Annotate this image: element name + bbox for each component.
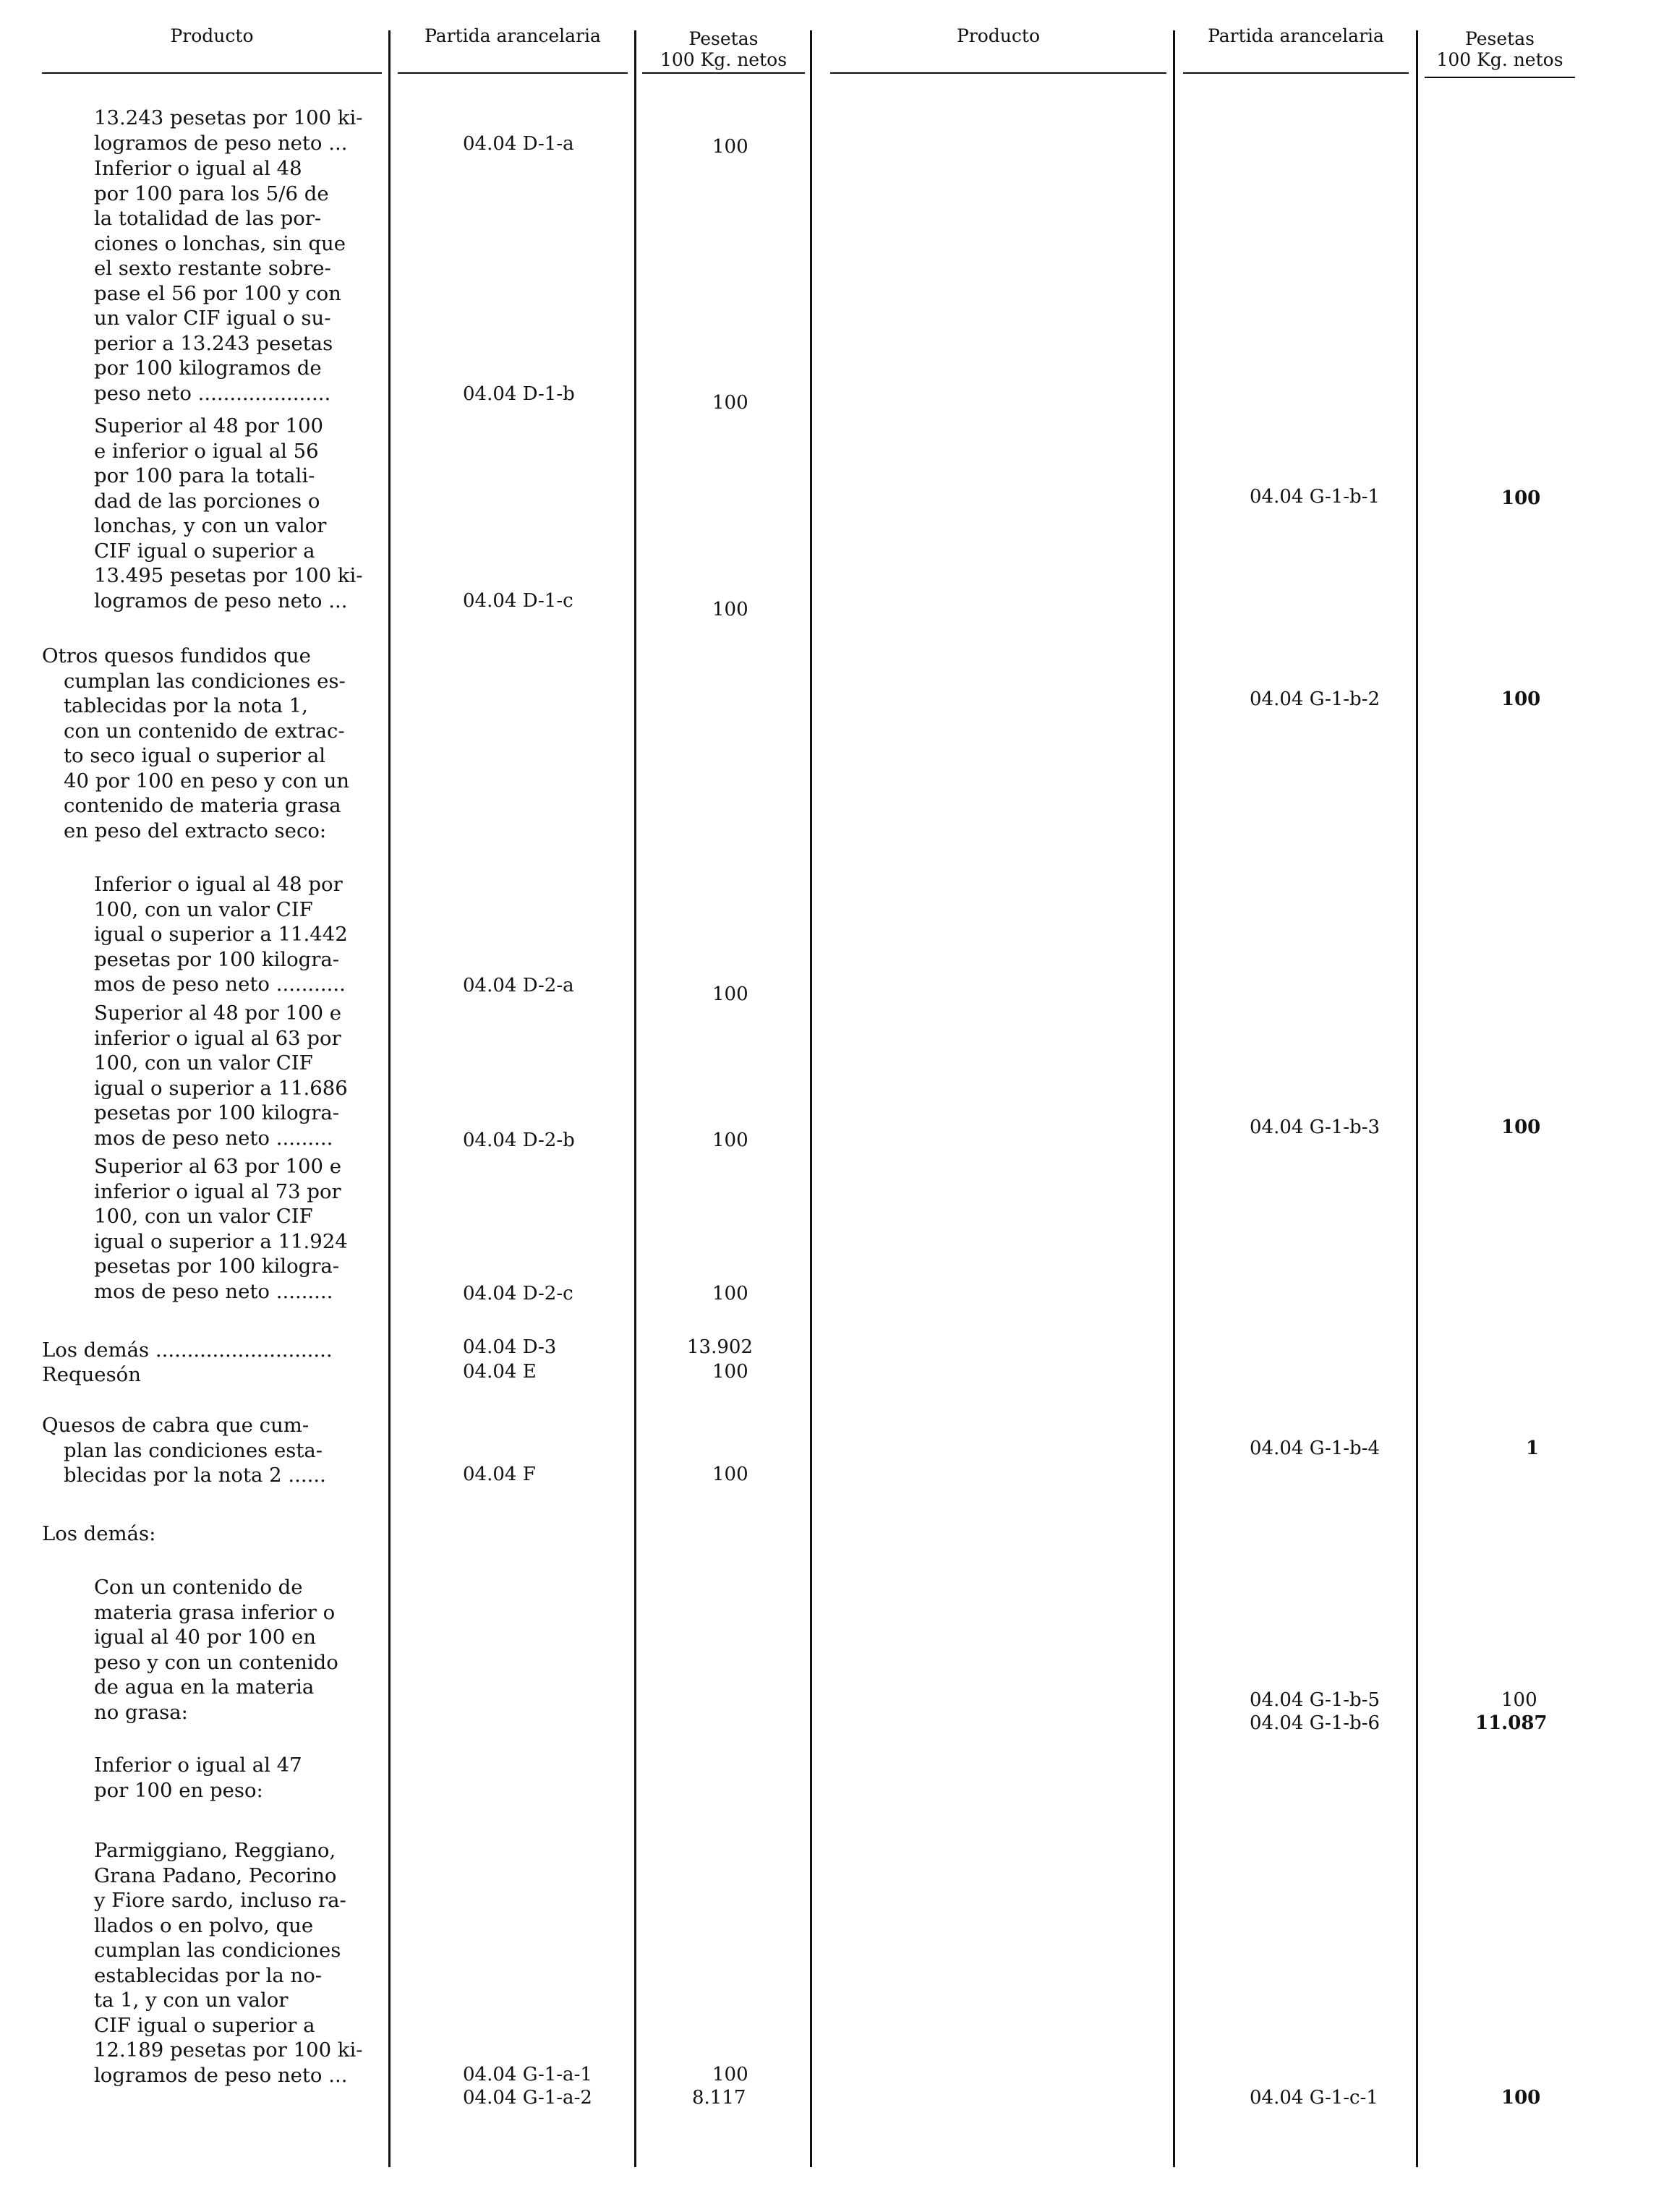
text-line: to seco igual o superior al — [64, 744, 326, 767]
text-line: materia grasa inferior o — [94, 1600, 336, 1624]
text-line: plan las condiciones esta- — [64, 1438, 323, 1462]
text-line: por 100 kilogramos de — [94, 356, 322, 380]
tariff-code: 04.04 D-1-c — [463, 590, 573, 612]
tariff-code: 04.04 G-1-c-1 — [1250, 2087, 1378, 2109]
product-text: Los demás: — [42, 1522, 156, 1545]
text-line: tablecidas por la nota 1, — [64, 694, 308, 717]
text-line: Parmiggiano, Reggiano, — [94, 1839, 336, 1862]
price-value: 100 — [712, 392, 748, 414]
text-line: igual o superior a 11.442 — [94, 923, 348, 946]
column-header-partida: Partida arancelaria — [424, 25, 601, 46]
tariff-code: 04.04 D-2-a — [463, 975, 574, 996]
price-value: 8.117 — [692, 2087, 746, 2109]
product-text — [94, 1838, 363, 2088]
text-line: Superior al 48 por 100 — [94, 414, 324, 437]
product-text — [94, 1001, 348, 1150]
text-line: Grana Padano, Pecorino — [94, 1863, 337, 1887]
text-line: pesetas por 100 kilogra- — [94, 1101, 340, 1124]
product-text — [94, 872, 348, 997]
text-line: y Fiore sardo, incluso ra- — [94, 1889, 346, 1912]
text-line: Inferior o igual al 48 por — [94, 873, 343, 896]
text-line: Superior al 48 por 100 e — [94, 1002, 342, 1025]
header-rule — [642, 72, 805, 74]
text-line: e inferior o igual al 56 — [94, 439, 319, 463]
text-line: Inferior o igual al 47 — [94, 1754, 302, 1777]
price-value: 100 — [712, 136, 748, 158]
column-header-pesetas: Pesetas 100 Kg. netos — [1436, 28, 1563, 70]
price-value: 100 — [712, 2064, 748, 2085]
tariff-code: 04.04 F — [463, 1464, 536, 1485]
text-line: 12.189 pesetas por 100 ki- — [94, 2038, 363, 2062]
text-line: CIF igual o superior a — [94, 539, 315, 563]
text-line: igual al 40 por 100 en — [94, 1626, 316, 1649]
tariff-code: 04.04 G-1-b-4 — [1250, 1438, 1381, 1459]
text-line: peso y con un contenido — [94, 1650, 338, 1674]
tariff-code: 04.04 G-1-a-2 — [463, 2087, 592, 2109]
price-value: 100 — [712, 983, 748, 1005]
text-line: Con un contenido de — [94, 1576, 303, 1599]
text-line: peso neto ..................... — [94, 381, 331, 405]
tariff-code: 04.04 D-3 — [463, 1336, 557, 1358]
text-line: contenido de materia grasa — [64, 794, 341, 817]
text-line: igual o superior a 11.686 — [94, 1076, 348, 1100]
price-value: 100 — [712, 1464, 748, 1485]
header-rule — [1183, 72, 1409, 74]
product-text — [94, 156, 346, 406]
header-rule — [830, 72, 1166, 74]
tariff-code: 04.04 D-1-a — [463, 133, 574, 155]
text-line: con un contenido de extrac- — [64, 719, 345, 743]
text-line: perior a 13.243 pesetas — [94, 331, 333, 355]
price-value: 13.902 — [687, 1336, 753, 1358]
text-line: blecidas por la nota 2 ...... — [64, 1464, 326, 1487]
text-line: no grasa: — [94, 1700, 188, 1724]
text-line: Superior al 63 por 100 e — [94, 1155, 342, 1178]
header-rule — [42, 72, 382, 74]
product-text — [94, 1575, 338, 1725]
text-line: dad de las porciones o — [94, 489, 320, 513]
text-line: en peso del extracto seco: — [64, 819, 327, 842]
column-rule — [1173, 30, 1175, 2167]
text-line: 13.495 pesetas por 100 ki- — [94, 564, 363, 587]
price-value: 100 — [1501, 487, 1541, 509]
product-text — [42, 1413, 326, 1488]
price-value: 100 — [712, 1283, 748, 1304]
product-text — [94, 106, 363, 155]
text-line: ta 1, y con un valor — [94, 1989, 289, 2012]
header-rule — [1425, 77, 1575, 78]
price-value: 100 — [712, 1361, 748, 1383]
text-line: logramos de peso neto ... — [94, 589, 348, 612]
text-line: logramos de peso neto ... — [94, 2063, 348, 2087]
text-line: inferior o igual al 63 por — [94, 1026, 341, 1050]
text-line: por 100 para la totali- — [94, 464, 315, 487]
text-line: mos de peso neto ......... — [94, 1126, 333, 1150]
text-line: 100, con un valor CIF — [94, 897, 313, 921]
tariff-code: 04.04 E — [463, 1361, 537, 1383]
price-value: 100 — [1501, 1116, 1541, 1138]
text-line: Quesos de cabra que cum- — [42, 1414, 310, 1437]
tariff-code: 04.04 D-2-b — [463, 1130, 575, 1151]
text-line: pesetas por 100 kilogra- — [94, 947, 340, 971]
text-line: cumplan las condiciones es- — [64, 669, 346, 693]
text-line: 100, con un valor CIF — [94, 1051, 313, 1075]
tariff-code: 04.04 D-1-b — [463, 383, 575, 405]
tariff-code: 04.04 G-1-b-1 — [1250, 486, 1381, 508]
column-header-producto: Producto — [170, 25, 254, 46]
price-value: 11.087 — [1475, 1712, 1548, 1734]
text-line: pesetas por 100 kilogra- — [94, 1255, 340, 1278]
text-line: establecidas por la no- — [94, 1963, 323, 1987]
product-text — [94, 414, 363, 613]
product-text — [94, 1154, 348, 1304]
column-rule — [388, 30, 391, 2167]
column-rule — [810, 30, 812, 2167]
text-line: 40 por 100 en peso y con un — [64, 769, 350, 793]
product-text — [94, 1753, 302, 1803]
price-value: 100 — [1501, 2087, 1541, 2109]
text-line: la totalidad de las por- — [94, 207, 322, 230]
tariff-code: 04.04 G-1-b-3 — [1250, 1116, 1381, 1138]
tariff-code: 04.04 D-2-c — [463, 1283, 573, 1304]
text-line: por 100 en peso: — [94, 1778, 263, 1802]
price-value: 100 — [712, 599, 748, 620]
text-line: CIF igual o superior a — [94, 2013, 315, 2037]
price-value: 100 — [1501, 1689, 1537, 1711]
text-line: mos de peso neto ........... — [94, 973, 346, 996]
tariff-code: 04.04 G-1-b-2 — [1250, 688, 1381, 710]
column-header-producto: Producto — [956, 25, 1041, 46]
text-line: el sexto restante sobre- — [94, 257, 331, 280]
column-rule — [1416, 30, 1418, 2167]
text-line: logramos de peso neto ... — [94, 131, 348, 155]
tariff-code: 04.04 G-1-a-1 — [463, 2064, 592, 2085]
text-line: 13.243 pesetas por 100 ki- — [94, 106, 363, 129]
text-line: Otros quesos fundidos que — [42, 644, 311, 667]
text-line: llados o en polvo, que — [94, 1913, 314, 1937]
text-line: ciones o lonchas, sin que — [94, 231, 346, 255]
text-line: igual o superior a 11.924 — [94, 1229, 348, 1253]
text-line: pase el 56 por 100 y con — [94, 281, 341, 305]
price-value: 1 — [1526, 1438, 1540, 1459]
product-text — [42, 644, 349, 843]
text-line: Inferior o igual al 48 — [94, 157, 302, 180]
price-value: 100 — [1501, 688, 1541, 710]
text-line: por 100 para los 5/6 de — [94, 182, 329, 205]
text-line: inferior o igual al 73 por — [94, 1179, 341, 1203]
text-line: 100, con un valor CIF — [94, 1205, 313, 1228]
text-line: lonchas, y con un valor — [94, 514, 327, 537]
tariff-code: 04.04 G-1-b-5 — [1250, 1689, 1381, 1711]
header-rule — [398, 72, 628, 74]
column-rule — [634, 30, 636, 2167]
tariff-code: 04.04 G-1-b-6 — [1250, 1712, 1381, 1734]
text-line: mos de peso neto ......... — [94, 1279, 333, 1303]
product-text: Los demás ............................ — [42, 1338, 333, 1362]
text-line: cumplan las condiciones — [94, 1939, 341, 1962]
column-header-pesetas: Pesetas 100 Kg. netos — [660, 28, 788, 70]
price-value: 100 — [712, 1130, 748, 1151]
column-header-partida: Partida arancelaria — [1208, 25, 1384, 46]
text-line: un valor CIF igual o su- — [94, 307, 331, 330]
text-line: de agua en la materia — [94, 1675, 315, 1699]
product-text: Requesón — [42, 1363, 141, 1386]
